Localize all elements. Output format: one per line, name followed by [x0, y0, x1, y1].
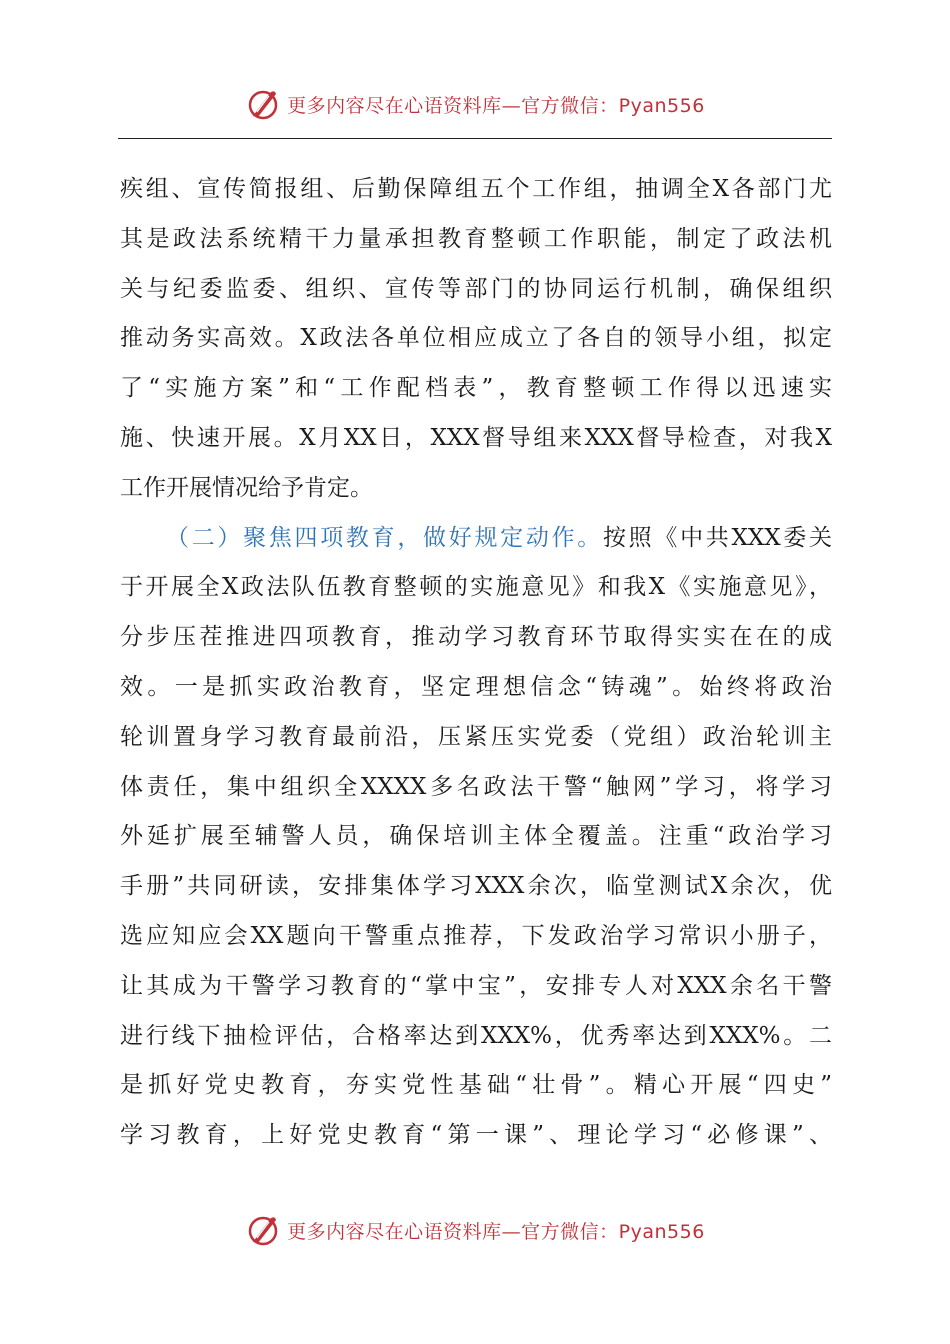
document-body	[120, 165, 832, 1161]
text-line: 手册”共同研读，安排集体学习XXX余次，临堂测试X余次，优	[120, 873, 832, 900]
text-line: 选应知应会XX题向干警重点推荐，下发政治学习常识小册子，	[120, 922, 832, 949]
text-line: 于开展全X政法队伍教育整顿的实施意见》和我X《实施意见》，	[120, 574, 832, 601]
section-heading-line	[120, 514, 832, 564]
text-line: 轮训置身学习教育最前沿，压紧压实党委（党组）政治轮训主	[120, 723, 832, 750]
text-line: 关与纪委监委、组织、宣传等部门的协同运行机制，确保组织	[120, 275, 832, 302]
text-line: 疾组、宣传简报组、后勤保障组五个工作组，抽调全X各部门尤	[120, 176, 832, 202]
quill-logo-icon	[245, 1212, 281, 1248]
quill-logo-icon	[245, 86, 281, 122]
text-line: 是抓好党史教育，夯实党性基础“壮骨”。精心开展“四史”	[120, 1072, 832, 1099]
text-span: 按照《中共XXX委关	[602, 524, 832, 551]
header-rule	[118, 138, 832, 139]
text-line: 体责任，集中组织全XXXX多名政法干警“触网”学习，将学习	[120, 773, 832, 800]
watermark-text: 更多内容尽在心语资料库—官方微信：Pyan556	[287, 1220, 705, 1243]
text-line: 效。一是抓实政治教育，坚定理想信念“铸魂”。始终将政治	[120, 673, 832, 700]
text-line: 进行线下抽检评估，合格率达到XXX%，优秀率达到XXX%。二	[120, 1022, 832, 1049]
text-line: 分步压茬推进四项教育，推动学习教育环节取得实实在在的成	[120, 624, 832, 651]
watermark-text: 更多内容尽在心语资料库—官方微信：Pyan556	[287, 94, 705, 117]
text-line: 其是政法系统精干力量承担教育整顿工作职能，制定了政法机	[120, 225, 832, 252]
text-line: 推动务实高效。X政法各单位相应成立了各自的领导小组，拟定	[120, 325, 832, 352]
section-heading: （二）聚焦四项教育，做好规定动作。	[166, 524, 603, 551]
footer-watermark	[0, 1210, 950, 1250]
text-line: 施、快速开展。X月XX日，XXX督导组来XXX督导检查，对我X	[120, 424, 832, 451]
text-line: 外延扩展至辅警人员，确保培训主体全覆盖。注重“政治学习	[120, 823, 832, 850]
text-line: 让其成为干警学习教育的“掌中宝”，安排专人对XXX余名干警	[120, 972, 832, 999]
text-line: 了“实施方案”和“工作配档表”，教育整顿工作得以迅速实	[120, 375, 832, 402]
header-watermark	[0, 84, 950, 124]
text-line: 学习教育，上好党史教育“第一课”、理论学习“必修课”、	[120, 1122, 832, 1149]
text-line: 工作开展情况给予肯定。	[120, 474, 373, 501]
